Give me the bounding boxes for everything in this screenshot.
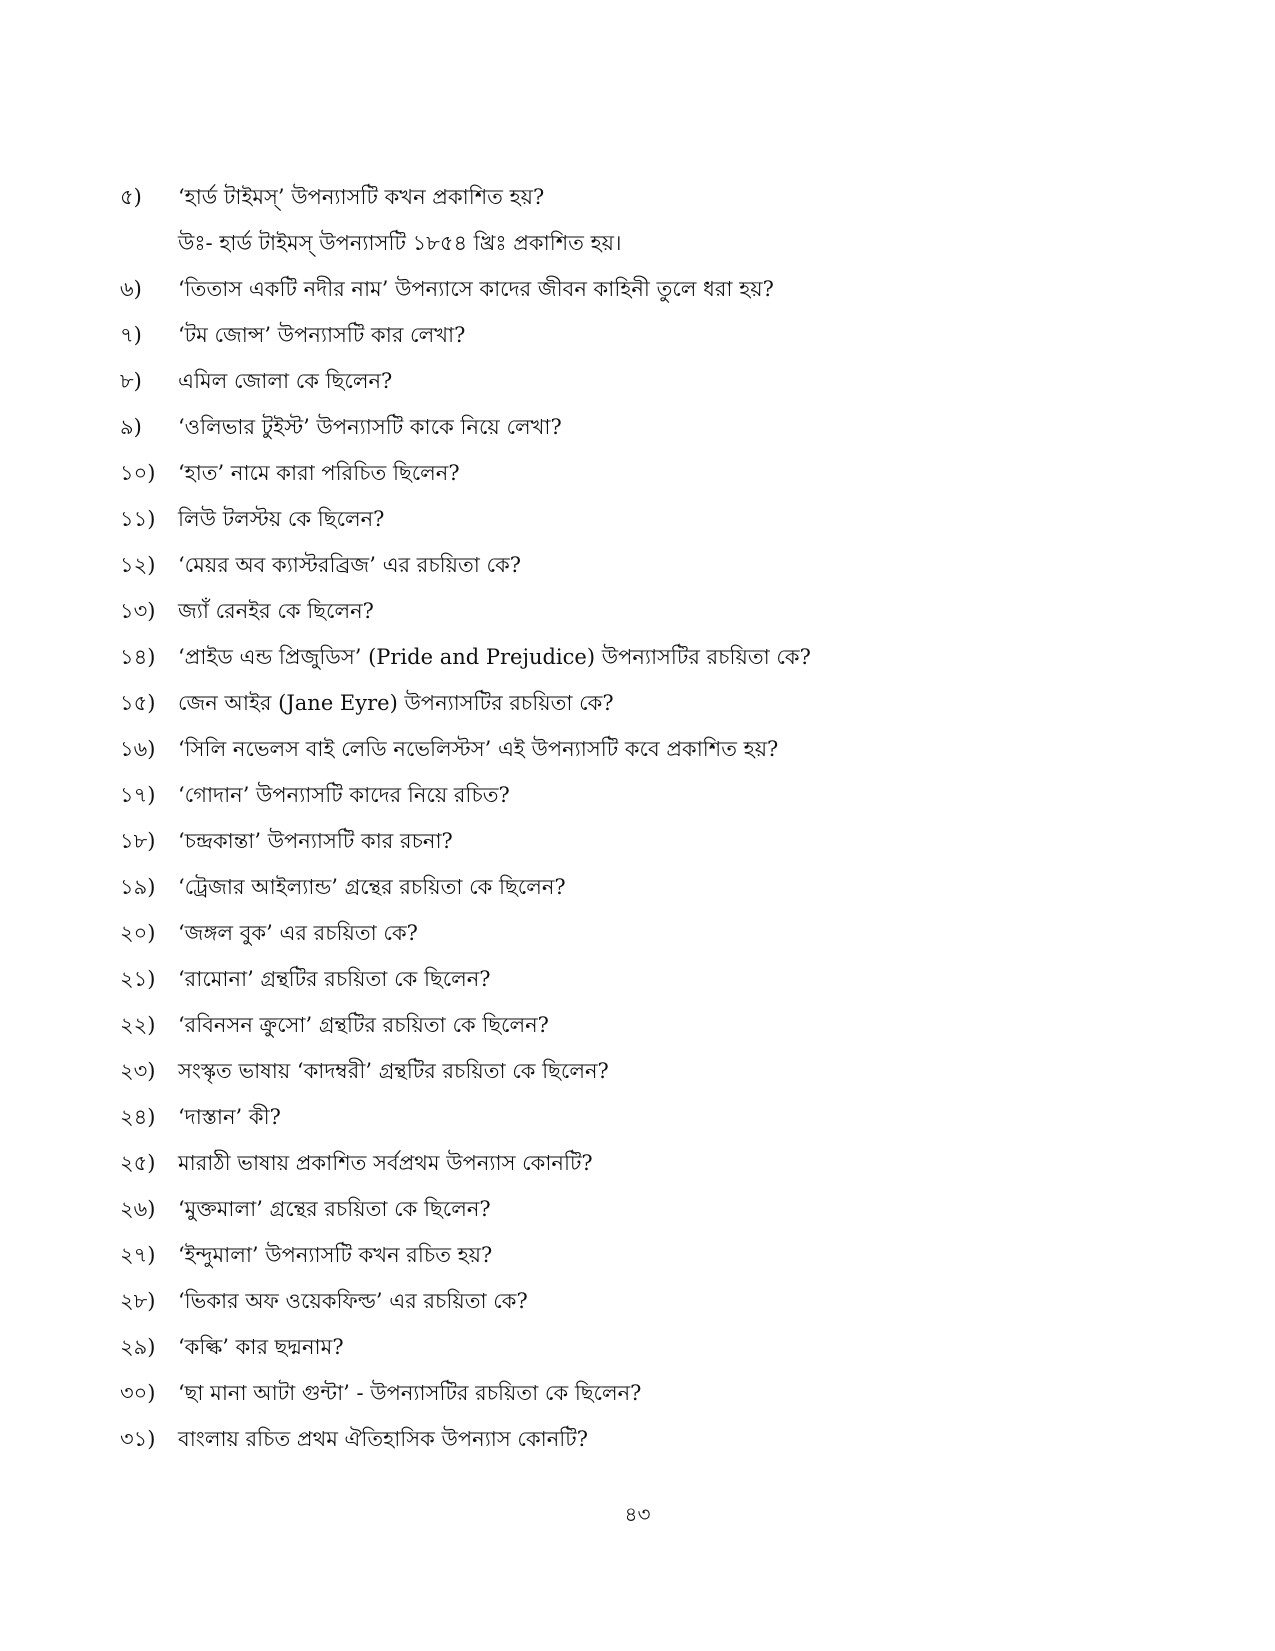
question-list xyxy=(120,182,1160,1470)
question-number: ৯) xyxy=(120,415,142,439)
question-number: ১৮) xyxy=(120,829,156,853)
list-item xyxy=(120,504,1160,550)
question-text: এমিল জোলা কে ছিলেন? xyxy=(178,369,393,393)
question-text: বাংলায় রচিত প্রথম ঐতিহাসিক উপন্যাস কোনটি? xyxy=(178,1427,588,1451)
question-number: ১১) xyxy=(120,507,156,531)
question-number: ২৪) xyxy=(120,1105,156,1129)
list-item xyxy=(120,320,1160,366)
question-text: ‘ছা মানা আটা গুন্টা’ - উপন্যাসটির রচয়িতা কে ছিলেন? xyxy=(178,1381,642,1405)
question-number: ১৭) xyxy=(120,783,156,807)
question-number: ২৭) xyxy=(120,1243,156,1267)
list-item xyxy=(120,918,1160,964)
list-item xyxy=(120,412,1160,458)
question-number: ১০) xyxy=(120,461,156,485)
list-item xyxy=(120,1194,1160,1240)
question-text: ‘ওলিভার টুইস্ট’ উপন্যাসটি কাকে নিয়ে লেখা? xyxy=(178,415,562,439)
question-text: ‘টম জোন্স’ উপন্যাসটি কার লেখা? xyxy=(178,323,466,347)
question-number: ৬) xyxy=(120,277,142,301)
list-item xyxy=(120,366,1160,412)
question-text: ‘জঙ্গল বুক’ এর রচয়িতা কে? xyxy=(178,921,418,945)
question-text: ‘কল্কি’ কার ছদ্মনাম? xyxy=(178,1335,344,1359)
question-text: ‘রবিনসন ক্রুসো’ গ্রন্থটির রচয়িতা কে ছিলেন? xyxy=(178,1013,549,1037)
question-text: ‘হাত’ নামে কারা পরিচিত ছিলেন? xyxy=(178,461,460,485)
list-item xyxy=(120,1010,1160,1056)
question-text: ‘মেয়র অব ক্যাস্টরব্রিজ’ এর রচয়িতা কে? xyxy=(178,553,522,577)
question-number: ২১) xyxy=(120,967,156,991)
question-number: ৩১) xyxy=(120,1427,156,1451)
question-text: ‘গোদান’ উপন্যাসটি কাদের নিয়ে রচিত? xyxy=(178,783,510,807)
list-item xyxy=(120,1286,1160,1332)
question-number: ৫) xyxy=(120,185,142,209)
list-item xyxy=(120,826,1160,872)
question-number: ২৯) xyxy=(120,1335,156,1359)
list-item xyxy=(120,1240,1160,1286)
question-number: ২৫) xyxy=(120,1151,156,1175)
list-item xyxy=(120,596,1160,642)
question-row xyxy=(120,182,1160,228)
answer-text: উঃ- হার্ড টাইমস্ উপন্যাসটি ১৮৫৪ খ্রিঃ প্রকাশিত হয়। xyxy=(178,231,622,255)
list-item xyxy=(120,1148,1160,1194)
question-text: ‘হার্ড টাইমস্’ উপন্যাসটি কখন প্রকাশিত হয়? xyxy=(178,185,545,209)
page-number: ৪৩ xyxy=(624,1502,651,1526)
question-number: ৮) xyxy=(120,369,142,393)
question-number: ১৪) xyxy=(120,645,156,669)
question-text: ‘সিলি নভেলস বাই লেডি নভেলিস্টস’ এই উপন্যাসটি কবে প্রকাশিত হয়? xyxy=(178,737,779,761)
list-item xyxy=(120,1332,1160,1378)
question-number: ২৮) xyxy=(120,1289,156,1313)
question-number: ১৬) xyxy=(120,737,156,761)
list-item xyxy=(120,688,1160,734)
question-text: ‘প্রাইড এন্ড প্রিজুডিস’ (Pride and Prejudice) উপন্যাসটির রচয়িতা কে? xyxy=(178,645,811,669)
question-number: ১৫) xyxy=(120,691,156,715)
question-text: ‘ভিকার অফ ওয়েকফিল্ড’ এর রচয়িতা কে? xyxy=(178,1289,528,1313)
list-item xyxy=(120,872,1160,918)
list-item xyxy=(120,1056,1160,1102)
question-text: মারাঠী ভাষায় প্রকাশিত সর্বপ্রথম উপন্যাস কোনটি? xyxy=(178,1151,593,1175)
list-item xyxy=(120,734,1160,780)
question-text: ‘ট্রেজার আইল্যান্ড’ গ্রন্থের রচয়িতা কে ছিলেন? xyxy=(178,875,566,899)
question-text: ‘রামোনা’ গ্রন্থটির রচয়িতা কে ছিলেন? xyxy=(178,967,491,991)
question-text: সংস্কৃত ভাষায় ‘কাদম্বরী’ গ্রন্থটির রচয়িতা কে ছিলেন? xyxy=(178,1059,609,1083)
question-text: জেন আইর (Jane Eyre) উপন্যাসটির রচয়িতা কে? xyxy=(178,691,614,715)
question-number: ১৯) xyxy=(120,875,156,899)
question-number: ৭) xyxy=(120,323,142,347)
question-text: লিউ টলস্টয় কে ছিলেন? xyxy=(178,507,385,531)
question-text: ‘মুক্তমালা’ গ্রন্থের রচয়িতা কে ছিলেন? xyxy=(178,1197,491,1221)
list-item xyxy=(120,550,1160,596)
list-item xyxy=(120,1378,1160,1424)
list-item xyxy=(120,274,1160,320)
list-item xyxy=(120,458,1160,504)
question-text: ‘ইন্দুমালা’ উপন্যাসটি কখন রচিত হয়? xyxy=(178,1243,493,1267)
question-number: ২২) xyxy=(120,1013,156,1037)
question-text: ‘চন্দ্রকান্তা’ উপন্যাসটি কার রচনা? xyxy=(178,829,453,853)
question-text: ‘তিতাস একটি নদীর নাম’ উপন্যাসে কাদের জীবন কাহিনী তুলে ধরা হয়? xyxy=(178,277,774,301)
list-item xyxy=(120,642,1160,688)
list-item xyxy=(120,780,1160,826)
question-number: ১৩) xyxy=(120,599,156,623)
question-number: ২৬) xyxy=(120,1197,156,1221)
list-item xyxy=(120,1424,1160,1470)
question-number: ২৩) xyxy=(120,1059,156,1083)
list-item xyxy=(120,964,1160,1010)
question-text: ‘দাস্তান’ কী? xyxy=(178,1105,281,1129)
question-number: ২০) xyxy=(120,921,156,945)
list-item xyxy=(120,182,1160,274)
question-number: ৩০) xyxy=(120,1381,156,1405)
question-text: জ্যাঁ রেনইর কে ছিলেন? xyxy=(178,599,374,623)
question-number: ১২) xyxy=(120,553,156,577)
list-item xyxy=(120,1102,1160,1148)
